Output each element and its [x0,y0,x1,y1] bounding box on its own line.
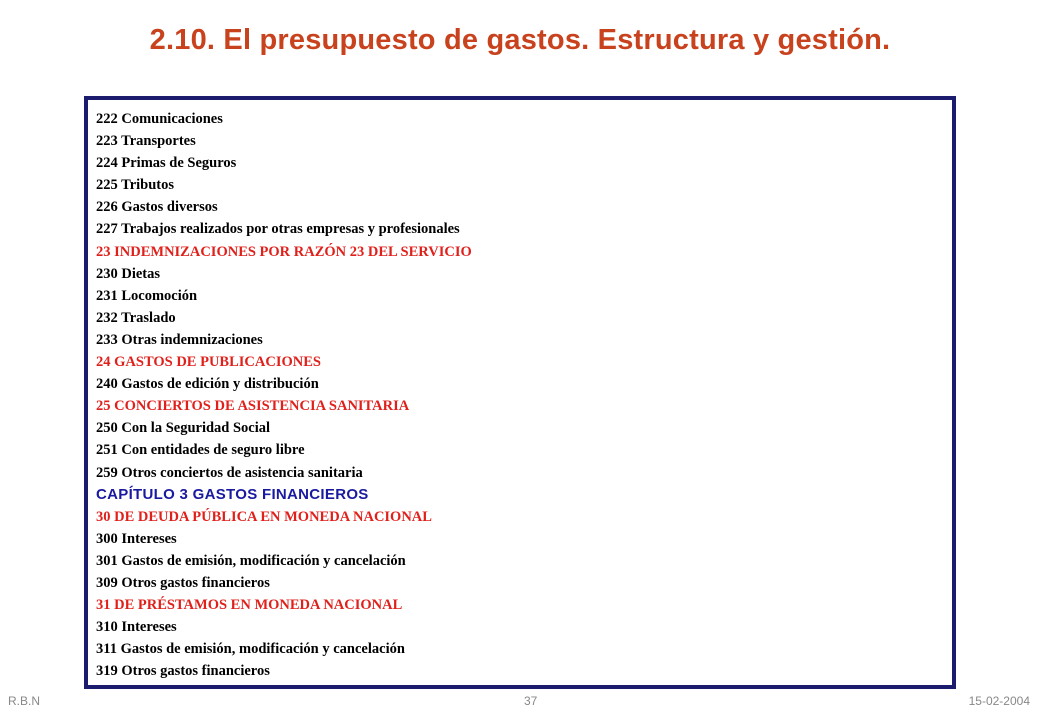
list-item: 319 Otros gastos financieros [96,663,270,680]
footer-page-number: 37 [524,694,538,708]
chapter-heading: CAPÍTULO 3 GASTOS FINANCIEROS [96,485,369,503]
list-item: 230 Dietas [96,265,161,282]
section-heading: 23 INDEMNIZACIONES POR RAZÓN 23 DEL SERVICIO [96,243,472,260]
footer-author: R.B.N [8,694,41,708]
section-heading: 25 CONCIERTOS DE ASISTENCIA SANITARIA [96,398,410,415]
list-item: 251 Con entidades de seguro libre [96,442,305,459]
list-item: 240 Gastos de edición y distribución [96,376,319,393]
list-item: 259 Otros conciertos de asistencia sanitaria [96,464,363,481]
content-box [84,96,956,689]
list-item: 223 Transportes [96,133,196,150]
section-heading: 24 GASTOS DE PUBLICACIONES [96,354,321,371]
list-item: 309 Otros gastos financieros [96,574,270,591]
footer-date: 15-02-2004 [968,694,1030,708]
list-item: 226 Gastos diversos [96,199,218,216]
budget-item-list [96,108,472,682]
list-item: 227 Trabajos realizados por otras empresas y profesionales [96,221,460,238]
section-heading: 31 DE PRÉSTAMOS EN MONEDA NACIONAL [96,597,403,614]
list-item: 222 Comunicaciones [96,111,223,127]
list-item: 250 Con la Seguridad Social [96,420,271,437]
list-item: 233 Otras indemnizaciones [96,331,263,348]
list-item: 300 Intereses [96,530,177,547]
list-item: 232 Traslado [96,309,176,326]
list-item: 224 Primas de Seguros [96,155,237,172]
slide-title: 2.10. El presupuesto de gastos. Estructura y gestión. [149,24,891,56]
list-item: 310 Intereses [96,619,177,636]
list-item: 301 Gastos de emisión, modificación y cancelación [96,552,406,569]
section-heading: 30 DE DEUDA PÚBLICA EN MONEDA NACIONAL [96,508,432,525]
list-item: 311 Gastos de emisión, modificación y cancelación [96,641,405,658]
list-item: 231 Locomoción [96,287,198,304]
list-item: 225 Tributos [96,177,175,194]
